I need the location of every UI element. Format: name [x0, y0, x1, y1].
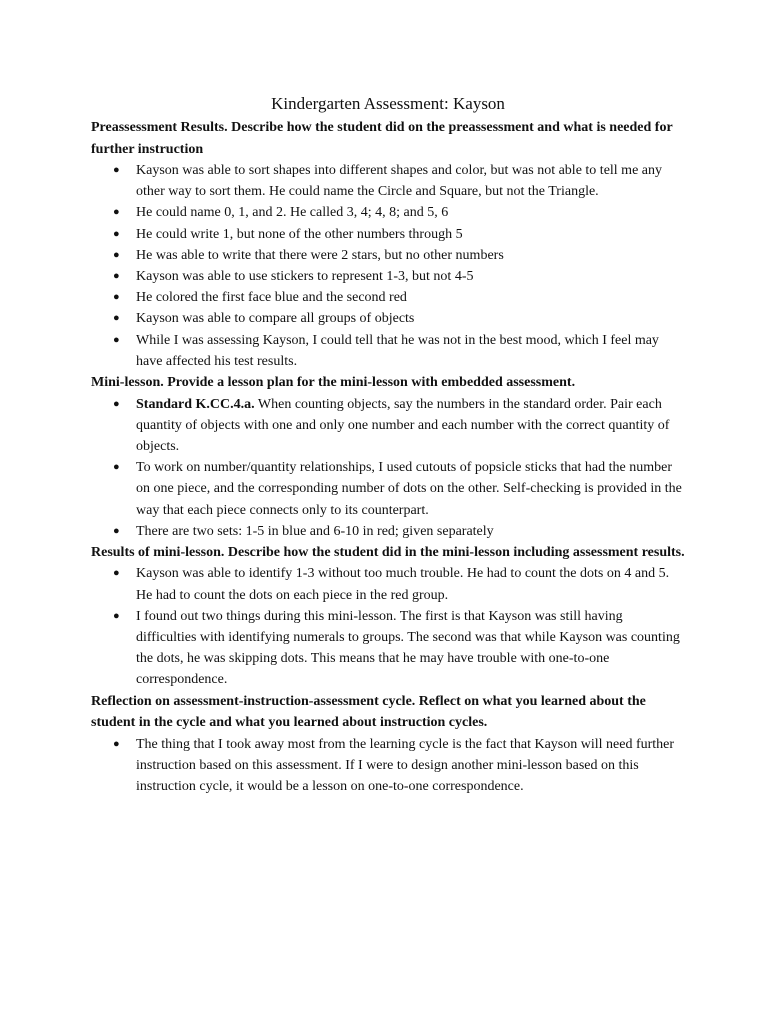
list-item: ● Kayson was able to identify 1-3 without too much trouble. He had to count the dots on 4 and 5. He had to count the dots on each piece in the red group.: [91, 563, 685, 605]
standard-label: Standard K.CC.4.a.: [136, 396, 255, 412]
section-heading-results: Results of mini-lesson. Describe how the student did in the mini-lesson including assessment results.: [91, 544, 685, 560]
mini-lesson-list: [91, 394, 685, 542]
section-heading-mini-lesson: Mini-lesson. Provide a lesson plan for the mini-lesson with embedded assessment.: [91, 375, 576, 391]
list-item: ● He colored the first face blue and the second red: [91, 287, 685, 308]
bullet-icon: ●: [113, 312, 120, 325]
list-item: ● The thing that I took away most from the learning cycle is the fact that Kayson will need further instruction based on this assessment. If I were to design another mini-lesson based on this instruction cycle, it would be a lesson on one-to-one correspondence.: [91, 734, 685, 798]
bullet-icon: ●: [113, 227, 120, 240]
results-list: [91, 563, 685, 690]
list-item: ● He could write 1, but none of the other numbers through 5: [91, 224, 685, 245]
bullet-icon: ●: [113, 164, 120, 176]
document-page: [91, 92, 685, 797]
preassessment-list: [91, 160, 685, 372]
section-heading-reflection: Reflection on assessment-instruction-assessment cycle. Reflect on what you learned about the student in the cycle and what you learned about instruction cycles.: [91, 693, 646, 731]
list-item: ● There are two sets: 1-5 in blue and 6-10 in red; given separately: [91, 521, 685, 542]
document-title: Kindergarten Assessment: Kayson: [271, 94, 505, 113]
bullet-icon: ●: [113, 567, 120, 580]
list-item: ● To work on number/quantity relationships, I used cutouts of popsicle sticks that had the number on one piece, and the corresponding number of dots on the other. Self-checking is provided in the way that each piece connects only to its counterpart.: [91, 457, 685, 521]
list-item: ● Standard K.CC.4.a. When counting objects, say the numbers in the standard order. Pair each quantity of objects with one and only one number and each number with the correct quantity of objects.: [91, 394, 685, 458]
bullet-icon: ●: [113, 206, 120, 219]
list-item: ● He could name 0, 1, and 2. He called 3, 4; 4, 8; and 5, 6: [91, 202, 685, 223]
section-heading-preassessment: Preassessment Results. Describe how the student did on the preassessment and what is needed for further instruction: [91, 120, 673, 157]
bullet-icon: ●: [113, 397, 120, 410]
bullet-icon: ●: [113, 609, 120, 622]
bullet-icon: ●: [113, 461, 120, 474]
bullet-icon: ●: [113, 524, 120, 537]
bullet-icon: ●: [113, 333, 120, 346]
list-item: ● Kayson was able to compare all groups of objects: [91, 308, 685, 329]
bullet-icon: ●: [113, 248, 120, 261]
bullet-icon: ●: [113, 737, 120, 750]
reflection-list: [91, 734, 685, 798]
list-item: ● While I was assessing Kayson, I could tell that he was not in the best mood, which I feel may have affected his test results.: [91, 330, 685, 372]
list-item: ● Kayson was able to sort shapes into different shapes and color, but was not able to tell me any other way to sort them. He could name the Circle and Square, but not the Triangle.: [91, 160, 685, 202]
bullet-icon: ●: [113, 291, 120, 304]
list-item: ● Kayson was able to use stickers to represent 1-3, but not 4-5: [91, 266, 685, 287]
bullet-icon: ●: [113, 270, 120, 283]
list-item: ● He was able to write that there were 2 stars, but no other numbers: [91, 245, 685, 266]
list-item: ● I found out two things during this mini-lesson. The first is that Kayson was still having difficulties with identifying numerals to groups. The second was that while Kayson was counting the dots, he was skipping dots. This means that he may have trouble with one-to-one correspondence.: [91, 606, 685, 691]
